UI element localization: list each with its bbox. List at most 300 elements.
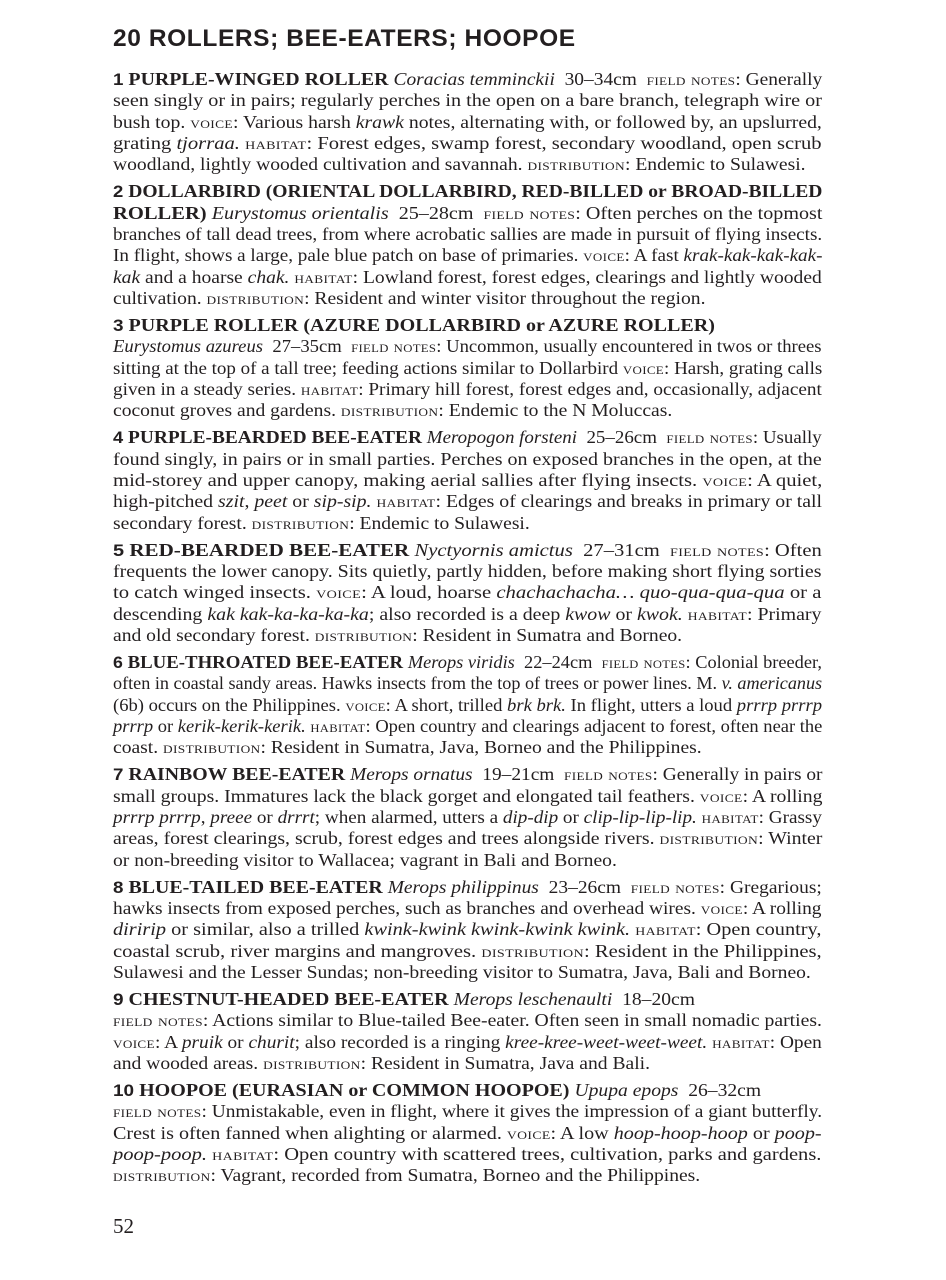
text-line bbox=[113, 850, 822, 871]
text-line-content bbox=[113, 941, 822, 962]
text-line-content bbox=[113, 898, 822, 919]
text-line-content bbox=[113, 224, 822, 245]
section-label: distribution bbox=[481, 940, 585, 961]
text-line-content bbox=[113, 786, 823, 807]
text-line-content bbox=[113, 379, 822, 400]
text-line bbox=[113, 69, 822, 90]
species-number: 6 bbox=[113, 652, 123, 672]
italic-text: diririp bbox=[113, 919, 167, 940]
species-name: RED-BEARDED BEE-EATER bbox=[124, 539, 415, 560]
body-text: 27–31cm bbox=[572, 539, 671, 560]
species-entry bbox=[113, 764, 822, 871]
body-text: or bbox=[747, 1122, 775, 1143]
text-line bbox=[113, 764, 822, 785]
text-line-content bbox=[113, 513, 530, 534]
text-line-content bbox=[113, 962, 811, 983]
italic-text: clip-lip-lip-lip. bbox=[583, 806, 697, 827]
section-label: voice bbox=[113, 1031, 155, 1052]
body-text: 27–35cm bbox=[263, 336, 352, 357]
text-line-content bbox=[113, 1010, 822, 1031]
section-label: field notes bbox=[113, 1010, 203, 1031]
text-line bbox=[113, 470, 822, 491]
text-line bbox=[113, 582, 822, 603]
body-text: woodland, lightly wooded cultivation and savannah. bbox=[113, 154, 528, 175]
text-line bbox=[113, 1144, 822, 1165]
text-line bbox=[113, 1053, 822, 1074]
italic-text: krawk bbox=[355, 111, 404, 132]
text-line-content bbox=[113, 470, 822, 491]
text-line-content bbox=[113, 1032, 822, 1053]
italic-text: Merops philippinus bbox=[387, 876, 539, 897]
section-label: voice bbox=[622, 357, 665, 378]
species-number: 2 bbox=[113, 182, 124, 202]
text-line-content bbox=[113, 989, 695, 1010]
species-number: 8 bbox=[113, 877, 124, 897]
body-text: branches of tall dead trees, from where acrobatic sallies are made in pursuit of flying insects. bbox=[113, 224, 823, 244]
italic-text: prrrp prrrp bbox=[113, 806, 201, 827]
section-label: field notes bbox=[564, 764, 653, 785]
species-entry bbox=[113, 877, 822, 984]
section-label: distribution bbox=[340, 400, 439, 421]
italic-text: kak bbox=[113, 266, 141, 287]
body-text: 25–26cm bbox=[577, 427, 667, 448]
body-text: : Resident in Sumatra and Borneo. bbox=[412, 624, 683, 645]
section-label: habitat bbox=[376, 491, 436, 512]
text-line bbox=[113, 513, 822, 534]
species-name: RAINBOW BEE-EATER bbox=[123, 764, 351, 785]
italic-text: Upupa epops bbox=[574, 1079, 679, 1100]
text-line-content bbox=[113, 673, 822, 694]
text-line-content bbox=[113, 1053, 650, 1074]
body-text: given in a steady series. bbox=[113, 379, 301, 399]
species-number: 10 bbox=[113, 1080, 135, 1100]
body-text: and old secondary forest. bbox=[113, 624, 315, 645]
text-line-content bbox=[113, 561, 822, 582]
body-text: or bbox=[222, 1031, 249, 1052]
body-text: 23–26cm bbox=[538, 876, 631, 897]
species-name: BLUE-THROATED BEE-EATER bbox=[122, 651, 408, 672]
body-text: : Endemic to the N Moluccas. bbox=[438, 400, 673, 421]
body-text: 25–28cm bbox=[388, 202, 484, 223]
text-line bbox=[113, 154, 822, 175]
body-text: In flight, shows a large, pale blue patch on base of primaries. bbox=[113, 245, 584, 266]
text-line-content bbox=[113, 154, 806, 175]
text-line bbox=[113, 181, 822, 202]
section-label: distribution bbox=[163, 737, 261, 758]
text-line bbox=[113, 315, 822, 336]
body-text: : A rolling bbox=[742, 897, 822, 918]
text-line bbox=[113, 807, 822, 828]
section-label: habitat bbox=[701, 806, 759, 827]
italic-text: poop-poop. bbox=[113, 1143, 208, 1164]
italic-text: v. americanus bbox=[721, 673, 823, 694]
body-text: : A bbox=[154, 1031, 182, 1052]
species-name: ROLLER) bbox=[113, 202, 212, 223]
italic-text: szit bbox=[218, 491, 245, 512]
species-name: HOOPOE (EURASIAN or COMMON HOOPOE) bbox=[134, 1079, 575, 1100]
italic-text: Merops leschenaulti bbox=[453, 988, 613, 1009]
text-line bbox=[113, 989, 822, 1010]
text-line-content bbox=[113, 716, 822, 737]
text-line-content bbox=[113, 807, 822, 828]
italic-text: poop- bbox=[774, 1122, 822, 1143]
section-label: voice bbox=[583, 245, 625, 266]
body-text: descending bbox=[113, 603, 208, 624]
text-line-content bbox=[113, 336, 822, 357]
section-label: habitat bbox=[712, 1031, 770, 1052]
body-text: : Harsh, grating calls bbox=[664, 357, 823, 378]
text-line-content bbox=[113, 850, 617, 871]
section-label: field notes bbox=[601, 651, 686, 672]
body-text: 30–34cm bbox=[554, 69, 647, 89]
body-text: : Generally in pairs or bbox=[652, 764, 823, 785]
species-name: BLUE-TAILED BEE-EATER bbox=[123, 876, 388, 897]
italic-text: prrrp bbox=[113, 715, 154, 736]
text-line bbox=[113, 400, 822, 421]
body-text: often in coastal sandy areas. Hawks insects from the top of trees or power lines. M. bbox=[113, 673, 722, 694]
body-text: sitting at the top of a tall tree; feeding actions similar to Dollarbird bbox=[113, 357, 623, 378]
italic-text: kree-kree-weet-weet-weet. bbox=[505, 1031, 708, 1052]
italic-text: kak kak-ka-ka-ka-ka bbox=[207, 603, 369, 624]
text-line bbox=[113, 561, 822, 582]
body-text: or a bbox=[784, 582, 822, 603]
text-line bbox=[113, 625, 822, 646]
italic-text: chak. bbox=[247, 266, 290, 287]
body-text: : Endemic to Sulawesi. bbox=[624, 154, 806, 175]
body-text: : A quiet, bbox=[747, 469, 823, 490]
text-line bbox=[113, 1101, 822, 1122]
chapter-title: 20 ROLLERS; BEE-EATERS; HOOPOE bbox=[113, 25, 576, 52]
text-line bbox=[113, 1032, 822, 1053]
body-text: 18–20cm bbox=[612, 988, 695, 1009]
body-text: : Unmistakable, even in flight, where it gives the impression of a giant butterfly. bbox=[201, 1101, 823, 1122]
italic-text: Meropogon forsteni bbox=[426, 427, 578, 448]
text-line bbox=[113, 379, 822, 400]
body-text: found singly, in pairs or in small parties. Perches on exposed branches in the open, at the bbox=[113, 448, 822, 469]
text-line bbox=[113, 491, 822, 512]
italic-text: Merops ornatus bbox=[350, 764, 473, 785]
species-number: 3 bbox=[113, 315, 124, 335]
text-line-content bbox=[113, 582, 821, 603]
text-line bbox=[113, 877, 822, 898]
section-label: habitat bbox=[245, 133, 307, 154]
text-line-content bbox=[113, 358, 822, 379]
text-line-content bbox=[113, 1101, 822, 1122]
text-line-content bbox=[113, 133, 822, 154]
body-text: cultivation. bbox=[113, 288, 207, 309]
body-text: seen singly or in pairs; regularly perches in the open on a bare branch, telegraph wire or bbox=[113, 90, 822, 111]
text-line bbox=[113, 1080, 822, 1101]
text-line-content bbox=[113, 400, 672, 421]
italic-text: pruik bbox=[181, 1031, 223, 1052]
body-text: : Uncommon, usually encountered in twos or threes bbox=[436, 336, 822, 357]
section-label: distribution bbox=[251, 512, 350, 533]
section-label: field notes bbox=[483, 202, 576, 223]
body-text: : A loud, hoarse bbox=[361, 582, 497, 603]
body-text: Crest is often fanned when alighting or alarmed. bbox=[113, 1122, 507, 1143]
text-line-content bbox=[113, 737, 702, 758]
section-label: habitat bbox=[212, 1143, 274, 1164]
species-number: 5 bbox=[113, 540, 125, 560]
body-text: : Open bbox=[769, 1031, 822, 1052]
text-line bbox=[113, 449, 822, 470]
italic-text: Merops viridis bbox=[407, 651, 515, 672]
body-text: : Resident in the Philippines, bbox=[584, 940, 822, 961]
species-entry bbox=[113, 540, 822, 647]
species-entry bbox=[113, 69, 822, 176]
text-line-content bbox=[113, 245, 822, 266]
body-text: 19–21cm bbox=[472, 764, 565, 785]
page-number: 52 bbox=[113, 1214, 134, 1238]
body-text: bush top. bbox=[113, 111, 191, 132]
italic-text: drrrt bbox=[277, 806, 315, 827]
body-text: notes, alternating with, or followed by, an upslurred, bbox=[403, 111, 822, 132]
italic-text: chachachacha… quo-qua-qua-qua bbox=[496, 582, 785, 603]
species-entry bbox=[113, 1080, 822, 1187]
species-name: DOLLARBIRD (ORIENTAL DOLLARBIRD, RED-BILLED or BROAD-BILLED bbox=[123, 181, 823, 202]
text-line-content bbox=[113, 625, 682, 646]
body-text: to catch winged insects. bbox=[113, 582, 317, 603]
section-label: voice bbox=[702, 469, 748, 490]
body-text: and a hoarse bbox=[140, 266, 248, 287]
species-name: PURPLE-WINGED ROLLER bbox=[123, 69, 394, 89]
body-text: : A rolling bbox=[742, 785, 823, 806]
section-label: field notes bbox=[630, 876, 720, 897]
body-text: : Edges of clearings and breaks in primary or tall bbox=[435, 491, 823, 512]
body-text: : Colonial breeder, bbox=[685, 651, 822, 672]
body-text: coastal scrub, river margins and mangroves. bbox=[113, 940, 482, 961]
text-line bbox=[113, 919, 822, 940]
body-text: , bbox=[200, 806, 211, 827]
body-text: coast. bbox=[113, 737, 164, 758]
body-text: hawks insects from exposed perches, such as branches and overhead wires. bbox=[113, 897, 701, 918]
text-line bbox=[113, 695, 822, 716]
italic-text: tjorraa. bbox=[176, 133, 240, 154]
italic-text: krak-kak-kak-kak- bbox=[683, 245, 823, 266]
text-line bbox=[113, 90, 822, 111]
section-label: field notes bbox=[113, 1101, 202, 1122]
section-label: habitat bbox=[294, 266, 353, 287]
body-text: areas, forest clearings, scrub, forest edges and trees alongside rivers. bbox=[113, 828, 660, 849]
section-label: field notes bbox=[670, 539, 765, 560]
body-text: : Generally bbox=[735, 69, 823, 89]
text-line bbox=[113, 203, 822, 224]
section-label: field notes bbox=[666, 427, 753, 448]
italic-text: dip-dip bbox=[502, 806, 559, 827]
text-line-content bbox=[113, 315, 715, 336]
italic-text: peet bbox=[254, 491, 288, 512]
body-text: : Resident in Sumatra, Java, Borneo and the Philippines. bbox=[260, 737, 702, 758]
body-text: : Primary hill forest, forest edges and, occasionally, adjacent bbox=[358, 379, 822, 399]
body-text: or bbox=[287, 491, 314, 512]
body-text: or bbox=[252, 806, 278, 827]
text-line-content bbox=[113, 112, 822, 133]
text-line bbox=[113, 604, 822, 625]
body-text: coconut groves and gardens. bbox=[113, 400, 341, 421]
text-line-content bbox=[113, 449, 822, 470]
body-text: : Lowland forest, forest edges, clearings and lightly wooded bbox=[352, 266, 822, 287]
italic-text: Coracias temminckii bbox=[393, 69, 555, 89]
body-text: : A fast bbox=[624, 245, 684, 266]
text-line-content bbox=[113, 695, 822, 716]
text-line-content bbox=[113, 427, 822, 448]
text-line-content bbox=[113, 288, 705, 309]
body-text: or similar, also a trilled bbox=[166, 919, 365, 940]
body-text: Sulawesi and the Lesser Sundas; non-breeding visitor to Sumatra, Java, Bali and Borneo. bbox=[113, 961, 811, 982]
text-line-content bbox=[113, 90, 822, 111]
body-text: 22–24cm bbox=[514, 651, 602, 672]
species-number: 9 bbox=[113, 989, 124, 1009]
section-label: voice bbox=[506, 1122, 551, 1143]
section-label: voice bbox=[190, 111, 233, 132]
section-label: distribution bbox=[206, 288, 305, 309]
species-name: PURPLE-BEARDED BEE-EATER bbox=[123, 427, 427, 448]
text-line bbox=[113, 962, 822, 983]
body-text: : Resident in Sumatra, Java and Bali. bbox=[360, 1052, 650, 1073]
section-label: distribution bbox=[113, 1165, 211, 1186]
section-label: habitat bbox=[687, 603, 747, 624]
section-label: distribution bbox=[263, 1052, 361, 1073]
species-number: 1 bbox=[113, 70, 124, 89]
section-label: voice bbox=[699, 785, 743, 806]
italic-text: kerik-kerik-kerik. bbox=[177, 715, 306, 736]
text-line-content bbox=[113, 877, 822, 898]
body-text: ; when alarmed, utters a bbox=[314, 806, 503, 827]
text-line bbox=[113, 1123, 822, 1144]
body-text: grating bbox=[113, 133, 177, 154]
body-text: 26–32cm bbox=[678, 1079, 762, 1100]
text-line-content bbox=[113, 919, 821, 940]
text-line bbox=[113, 133, 822, 154]
species-entry bbox=[113, 989, 822, 1074]
body-text: or bbox=[558, 806, 584, 827]
body-text: : Resident and winter visitor throughout the region. bbox=[304, 288, 706, 309]
italic-text: churit bbox=[248, 1031, 295, 1052]
species-number: 7 bbox=[113, 765, 124, 785]
text-line-content bbox=[113, 203, 822, 224]
section-label: distribution bbox=[527, 154, 625, 175]
text-line-content bbox=[113, 1144, 821, 1165]
species-entry bbox=[113, 652, 822, 759]
species-entries bbox=[113, 69, 822, 1192]
text-line bbox=[113, 786, 822, 807]
section-label: habitat bbox=[300, 379, 359, 399]
section-label: field notes bbox=[646, 69, 736, 89]
text-line-content bbox=[113, 181, 822, 202]
body-text: : Forest edges, swamp forest, secondary woodland, open scrub bbox=[306, 133, 822, 154]
section-label: voice bbox=[700, 897, 743, 918]
body-text: mid-storey and upper canopy, making aerial sallies after flying insects. bbox=[113, 469, 703, 490]
text-line-content bbox=[113, 1123, 822, 1144]
text-line-content bbox=[113, 828, 822, 849]
body-text: In flight, utters a loud bbox=[565, 694, 737, 715]
body-text: (6b) occurs on the Philippines. bbox=[113, 694, 346, 715]
text-line bbox=[113, 358, 822, 379]
body-text: : Gregarious; bbox=[719, 876, 822, 897]
species-name: PURPLE ROLLER (AZURE DOLLARBIRD or AZURE ROLLER) bbox=[123, 314, 715, 335]
text-line-content bbox=[113, 764, 823, 785]
body-text: or bbox=[153, 715, 178, 736]
text-line-content bbox=[113, 540, 822, 561]
body-text: : Open country and clearings adjacent to forest, often near the bbox=[365, 715, 823, 736]
body-text: : Often perches on the topmost bbox=[575, 202, 823, 223]
text-line bbox=[113, 1165, 822, 1186]
body-text: : Various harsh bbox=[232, 111, 356, 132]
body-text: , bbox=[244, 491, 255, 512]
text-line bbox=[113, 1010, 822, 1031]
text-line-content bbox=[113, 491, 822, 512]
section-label: voice bbox=[316, 582, 362, 603]
italic-text: sip-sip. bbox=[313, 491, 372, 512]
text-line bbox=[113, 737, 822, 758]
body-text: frequents the lower canopy. Sits quietly, partly hidden, before making short flying sorties bbox=[113, 560, 822, 581]
italic-text: kwink-kwink kwink-kwink kwink. bbox=[364, 919, 631, 940]
body-text: : Open country, bbox=[695, 919, 822, 940]
text-line bbox=[113, 673, 822, 694]
text-line-content bbox=[113, 1080, 761, 1101]
text-line bbox=[113, 540, 822, 561]
text-line bbox=[113, 267, 822, 288]
text-line bbox=[113, 898, 822, 919]
section-label: habitat bbox=[635, 919, 696, 940]
body-text: ; also recorded is a deep bbox=[368, 603, 566, 624]
text-line bbox=[113, 112, 822, 133]
text-line-content bbox=[113, 1165, 700, 1186]
text-line bbox=[113, 288, 822, 309]
text-line bbox=[113, 828, 822, 849]
text-line-content bbox=[113, 604, 821, 625]
text-line bbox=[113, 245, 822, 266]
body-text: ; also recorded is a ringing bbox=[294, 1031, 506, 1052]
italic-text: kwok. bbox=[636, 603, 683, 624]
italic-text: brk brk. bbox=[507, 694, 566, 715]
body-text: secondary forest. bbox=[113, 512, 252, 533]
species-entry bbox=[113, 427, 822, 534]
text-line bbox=[113, 336, 822, 357]
section-label: voice bbox=[345, 694, 386, 715]
italic-text: Eurystomus orientalis bbox=[211, 202, 389, 223]
body-text: high-pitched bbox=[113, 491, 219, 512]
body-text: : Open country with scattered trees, cultivation, parks and gardens. bbox=[273, 1143, 822, 1164]
italic-text: prrrp prrrp bbox=[736, 694, 823, 715]
body-text: and wooded areas. bbox=[113, 1052, 264, 1073]
body-text: : A low bbox=[550, 1122, 614, 1143]
text-line bbox=[113, 224, 822, 245]
italic-text: Nyctyornis amictus bbox=[414, 539, 573, 560]
italic-text: kwow bbox=[565, 603, 611, 624]
body-text: small groups. Immatures lack the black gorget and elongated tail feathers. bbox=[113, 785, 700, 806]
body-text: : Vagrant, recorded from Sumatra, Borneo and the Philippines. bbox=[210, 1165, 701, 1186]
italic-text: Eurystomus azureus bbox=[113, 336, 264, 357]
text-line-content bbox=[113, 652, 822, 673]
body-text: : Actions similar to Blue-tailed Bee-eater. Often seen in small nomadic parties. bbox=[202, 1010, 822, 1031]
section-label: distribution bbox=[314, 624, 413, 645]
section-label: distribution bbox=[659, 828, 759, 849]
text-line bbox=[113, 652, 822, 673]
body-text: : Grassy bbox=[758, 806, 822, 827]
text-line-content bbox=[113, 69, 822, 90]
text-line bbox=[113, 941, 822, 962]
body-text: or bbox=[610, 603, 637, 624]
body-text: : Usually bbox=[752, 427, 822, 448]
body-text: or non-breeding visitor to Wallacea; vagrant in Bali and Borneo. bbox=[113, 849, 617, 870]
body-text: : Often bbox=[764, 539, 822, 560]
body-text: : A short, trilled bbox=[385, 694, 508, 715]
species-number: 4 bbox=[113, 428, 124, 448]
section-label: habitat bbox=[310, 715, 366, 736]
species-entry bbox=[113, 315, 822, 422]
body-text: : Primary bbox=[746, 603, 822, 624]
